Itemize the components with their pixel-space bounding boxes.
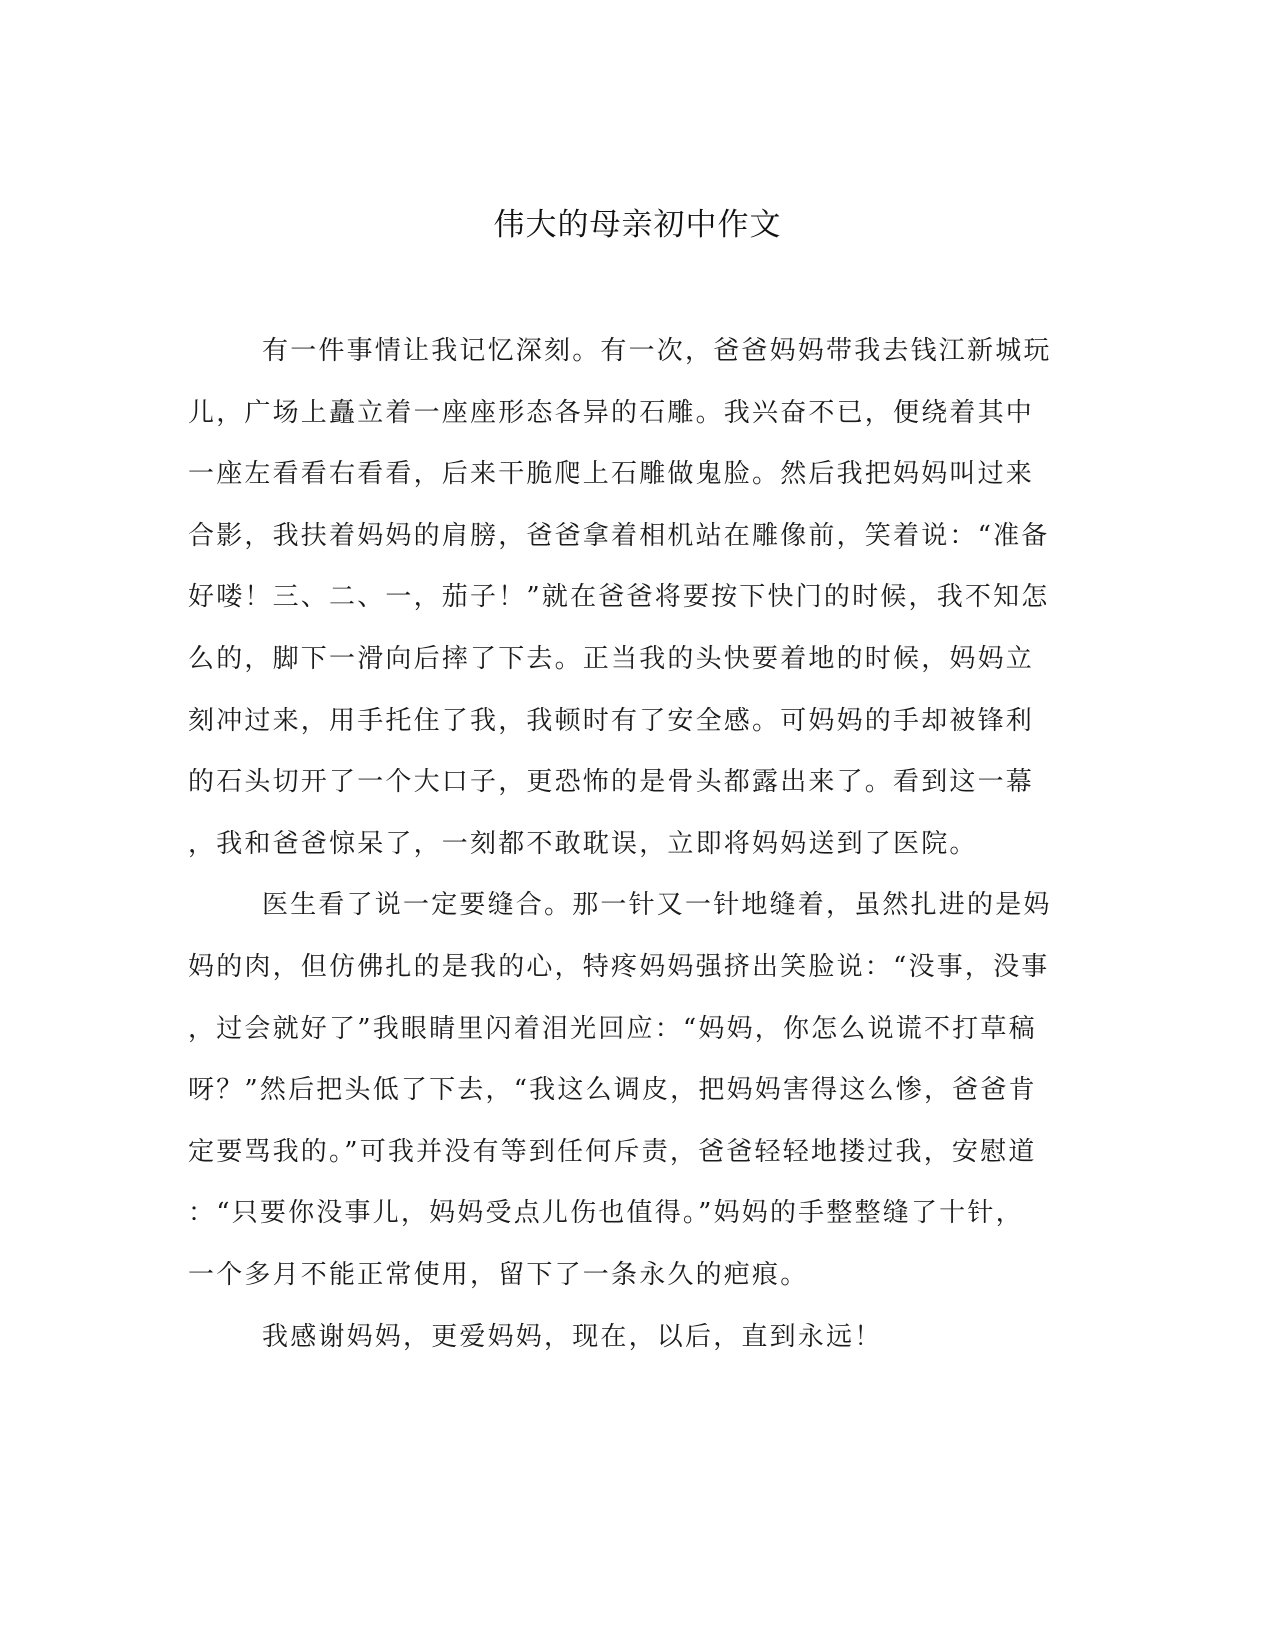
text-line: 一个多月不能正常使用，留下了一条永久的疤痕。 [188, 1259, 809, 1290]
text-line: 有一件事情让我记忆深刻。有一次，爸爸妈妈带我去钱江新城玩 [262, 336, 1052, 366]
text-line: 儿，广场上矗立着一座座形态各异的石雕。我兴奋不已，便绕着其中 [188, 397, 1035, 428]
text-line: 合影，我扶着妈妈的肩膀，爸爸拿着相机站在雕像前，笑着说：“准备 [188, 520, 1050, 551]
paragraph [188, 1307, 1068, 1369]
text-line: 一座左看看右看看，后来干脆爬上石雕做鬼脸。然后我把妈妈叫过来 [188, 459, 1035, 490]
text-line: ，过会就好了”我眼睛里闪着泪光回应：“妈妈，你怎么说谎不打草稿 [188, 1013, 1037, 1044]
text-line: 妈的肉，但仿佛扎的是我的心，特疼妈妈强挤出笑脸说：“没事，没事 [188, 951, 1050, 982]
text-line: 的石头切开了一个大口子，更恐怖的是骨头都露出来了。看到这一幕 [188, 767, 1035, 798]
text-line: 么的，脚下一滑向后摔了下去。正当我的头快要着地的时候，妈妈立 [188, 643, 1035, 674]
document-title: 伟大的母亲初中作文 [493, 207, 782, 243]
text-line: 呀？”然后把头低了下去，“我这么调皮，把妈妈害得这么惨，爸爸肯 [188, 1075, 1037, 1106]
text-line: 刻冲过来，用手托住了我，我顿时有了安全感。可妈妈的手却被锋利 [188, 705, 1035, 736]
text-line: 好喽！三、二、一，茄子！”就在爸爸将要按下快门的时候，我不知怎 [188, 582, 1050, 613]
paragraph [188, 875, 1068, 1306]
document-body [188, 321, 1068, 1368]
text-line: ，我和爸爸惊呆了，一刻都不敢耽误，立即将妈妈送到了医院。 [188, 828, 978, 859]
text-line: 定要骂我的。”可我并没有等到任何斥责，爸爸轻轻地搂过我，安慰道 [188, 1136, 1037, 1167]
text-line: 医生看了说一定要缝合。那一针又一针地缝着，虽然扎进的是妈 [262, 890, 1052, 921]
text-line: 我感谢妈妈，更爱妈妈，现在，以后，直到永远！ [262, 1321, 883, 1352]
paragraph [188, 321, 1068, 875]
text-line: ：“只要你没事儿，妈妈受点儿伤也值得。”妈妈的手整整缝了十针， [188, 1198, 1024, 1229]
